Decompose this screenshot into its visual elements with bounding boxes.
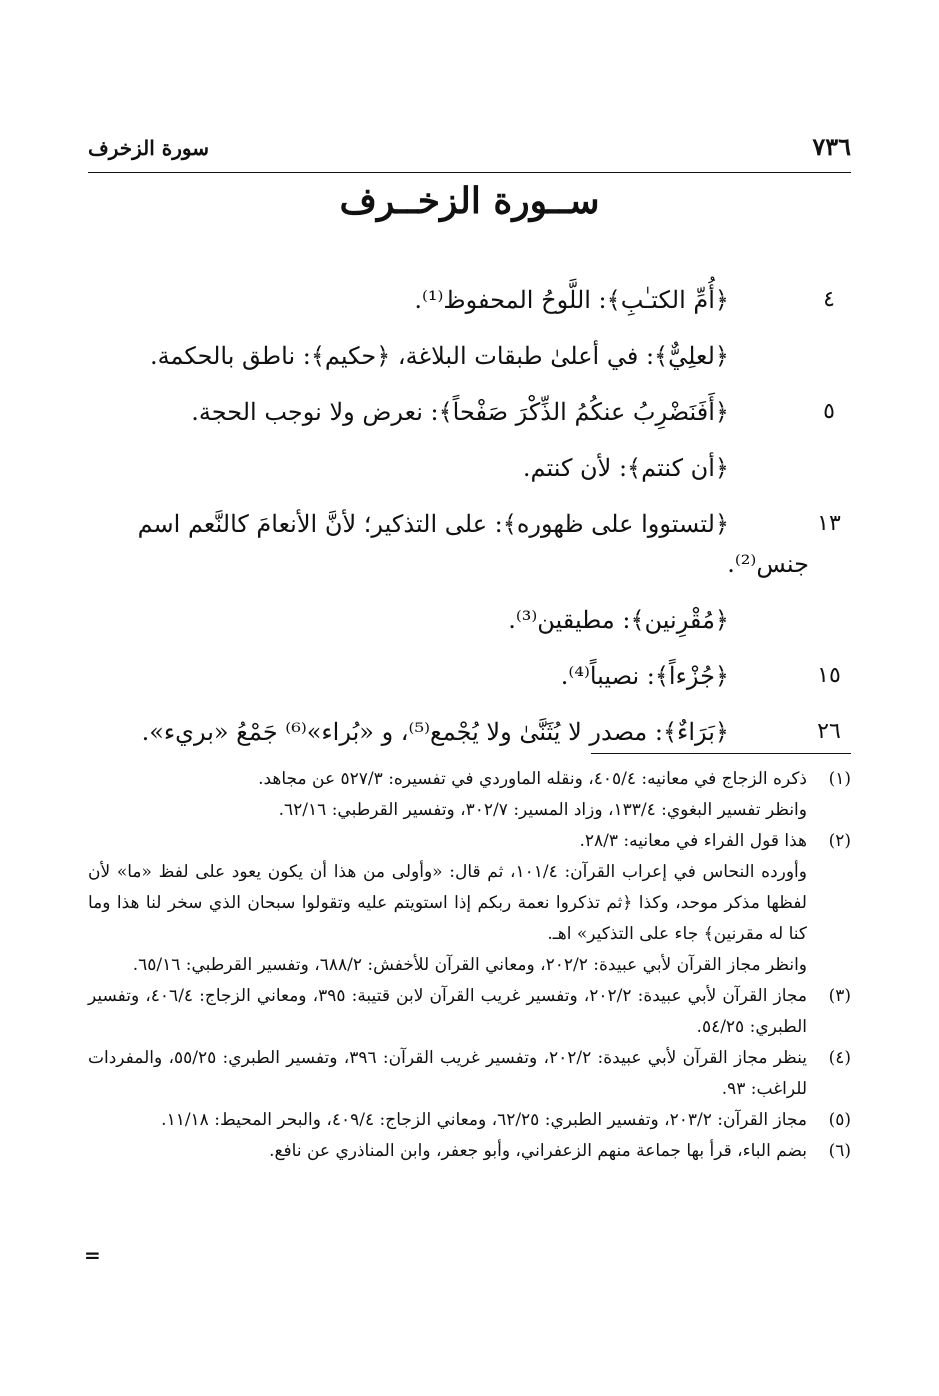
commentary-entry [80,336,859,376]
entry-text: ﴿أن كنتم﴾: لأن كنتم. [522,454,729,482]
page-header [88,128,851,173]
footnote-line: ذكره الزجاج في معانيه: ٤٠٥/٤، ونقله الماوردي في تفسيره: ٥٢٧/٣ عن مجاهد. [258,769,807,789]
footnote [88,1136,851,1167]
continuation-mark: = [84,1243,101,1267]
footnote-number: (٦) [828,1141,851,1161]
footnote-number: (٣) [828,986,851,1006]
verse-number: ٢٦ [817,719,841,744]
entry-text: ﴿أُمِّ الكتـٰبِ﴾: اللَّوحُ المحفوظ⁽¹⁾. [414,286,729,314]
footnote-number: (٥) [828,1110,851,1130]
entry-text: ﴿أَفَنَضْرِبُ عنكُمُ الذِّكْرَ صَفْحاً﴾: نعرض ولا نوجب الحجة. [191,398,729,426]
entry-text: ﴿لعلِيٌّ﴾: في أعلىٰ طبقات البلاغة، ﴿حكيم﴾: ناطق بالحكمة. [149,342,729,370]
footnote-number: (٤) [828,1048,851,1068]
verse-number: ٥ [823,399,835,424]
footnote [88,826,851,981]
verse-number: ١٣ [817,511,841,536]
verse-number: ٤ [823,287,835,312]
verse-number: ١٥ [817,663,841,688]
footnote-line: بضم الباء، قرأ بها جماعة منهم الزعفراني، وأبو جعفر، وابن المناذري عن نافع. [269,1141,807,1161]
entry-text-continuation: جنس⁽²⁾. [727,550,809,578]
running-title: سورة الزخرف [88,136,210,160]
commentary-entries [80,280,859,768]
footnote [88,1043,851,1105]
footnote-line: مجاز القرآن لأبي عبيدة: ٢٠٢/٢، وتفسير غريب القرآن لابن قتيبة: ٣٩٥، ومعاني الزجاج: ٤٠٦/٤، وتفسير الطبري: ٥٤/٢٥. [88,986,808,1037]
commentary-entry [80,656,859,696]
footnote-number: (١) [828,769,851,789]
commentary-entry [80,392,859,432]
entry-text: ﴿جُزْءاً﴾: نصيباً⁽⁴⁾. [560,662,729,690]
footnote [88,1105,851,1136]
entry-text: ﴿مُقْرِنين﴾: مطيقين⁽³⁾. [508,606,729,634]
commentary-entry [80,280,859,320]
footnote-line: ينظر مجاز القرآن لأبي عبيدة: ٢٠٢/٢، وتفسير غريب القرآن: ٣٩٦، وتفسير الطبري: ٥٥/٢٥، والمفردات للراغب: ٩٣. [88,1048,807,1099]
footnote-line: وانظر مجاز القرآن لأبي عبيدة: ٢٠٢/٢، ومعاني القرآن للأخفش: ٦٨٨/٢، وتفسير القرطبي: ٦٥/١٦. [132,955,807,975]
commentary-entry [80,504,859,584]
commentary-entry [80,600,859,640]
footnote-line: مجاز القرآن: ٢٠٣/٢، وتفسير الطبري: ٦٢/٢٥، ومعاني الزجاج: ٤٠٩/٤، والبحر المحيط: ١١/١٨. [161,1110,807,1130]
surah-title: ســورة الزخــرف [339,180,600,222]
commentary-entry [80,448,859,488]
footnote [88,981,851,1043]
footnote-number: (٢) [828,831,851,851]
page-number: ٧٣٦ [812,132,851,161]
footnote [88,764,851,826]
entry-text: ﴿لتستووا على ظهوره﴾: على التذكير؛ لأنَّ الأنعامَ كالنَّعم اسم [137,510,729,538]
footnote-line: وانظر تفسير البغوي: ١٣٣/٤، وزاد المسير: ٣٠٢/٧، وتفسير القرطبي: ٦٢/١٦. [278,800,807,820]
footnote-line: هذا قول الفراء في معانيه: ٢٨/٣. [579,831,807,851]
footnote-line: وأورده النحاس في إعراب القرآن: ١٠١/٤، ثم قال: «وأولى من هذا أن يكون يعود على لفظ «ما» لأن لفظها مذكر موحد، وكذا ﴿ثم تذكروا نعمة ربكم إذا استويتم عليه وتقولوا سبحان الذي سخر لنا هذا وما كنا له مقرنين﴾ جاء على التذكير» اهـ. [88,862,807,944]
footnotes [88,764,851,1167]
entry-text: ﴿بَرَاءٌ﴾: مصدر لا يُثَنَّىٰ ولا يُجْمع⁽⁵⁾، و «بُراء»⁽⁶⁾ جَمْعُ «بريء». [141,718,729,746]
commentary-entry [80,712,859,752]
footnote-divider [591,753,851,754]
